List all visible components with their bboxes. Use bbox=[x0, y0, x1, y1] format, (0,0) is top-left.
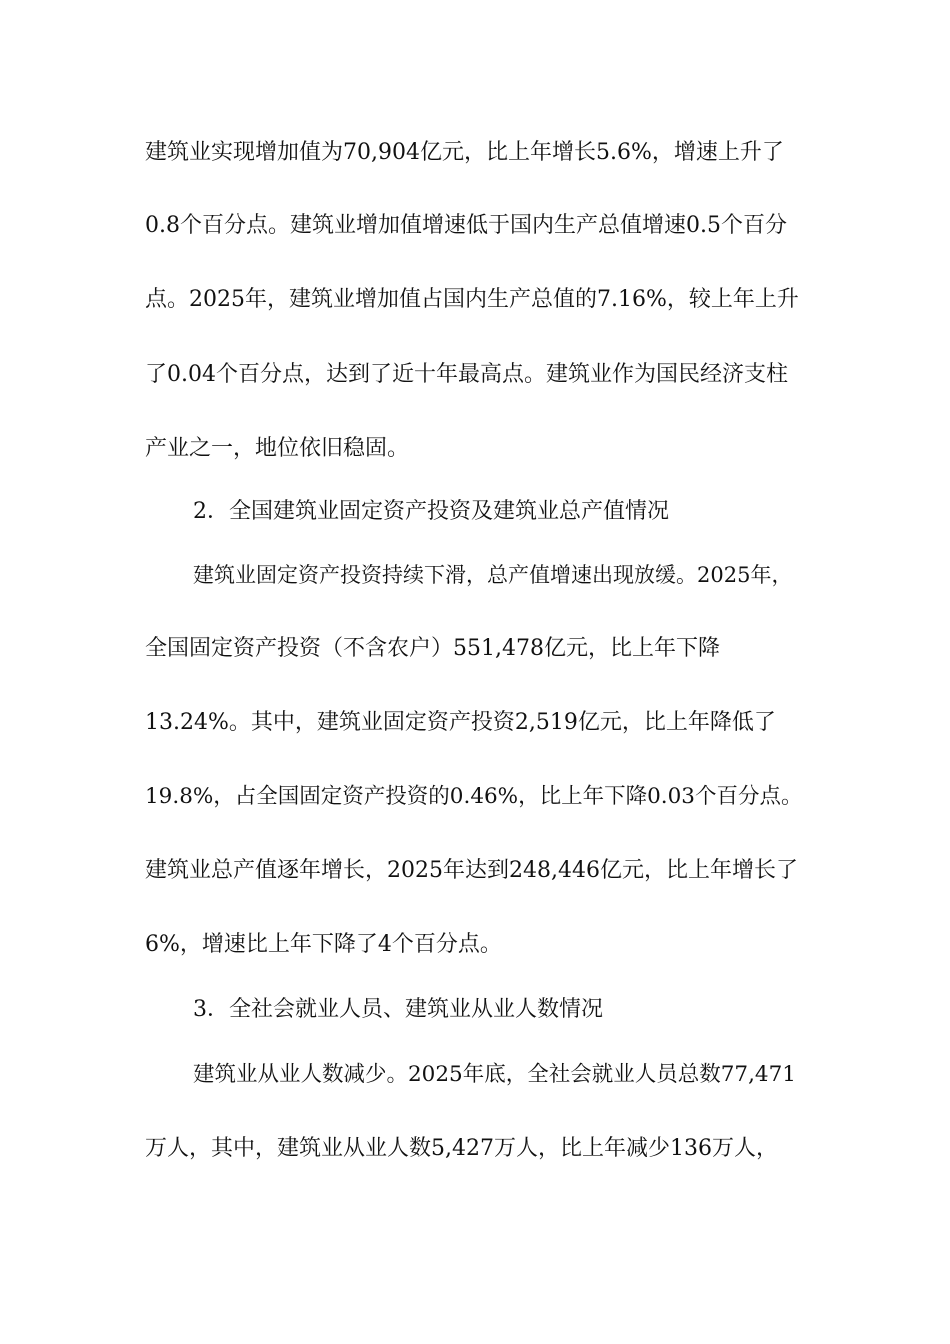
paragraph-line: 了0.04个百分点，达到了近十年最高点。建筑业作为国民经济支柱 bbox=[145, 362, 788, 387]
paragraph-line: 建筑业实现增加值为70,904亿元，比上年增长5.6%，增速上升了 bbox=[145, 140, 784, 165]
paragraph-line: 全国固定资产投资（不含农户）551,478亿元，比上年下降 bbox=[145, 636, 720, 661]
paragraph-line: 建筑业固定资产投资持续下滑，总产值增速出现放缓。2025年， bbox=[193, 563, 793, 587]
section-heading: 2．全国建筑业固定资产投资及建筑业总产值情况 bbox=[193, 499, 669, 524]
paragraph-line: 13.24%。其中，建筑业固定资产投资2,519亿元，比上年降低了 bbox=[145, 710, 776, 735]
paragraph-line: 建筑业总产值逐年增长，2025年达到248,446亿元，比上年增长了 bbox=[145, 858, 798, 883]
paragraph-line: 万人，其中，建筑业从业人数5,427万人，比上年减少136万人， bbox=[145, 1136, 778, 1161]
paragraph-line: 6%，增速比上年下降了4个百分点。 bbox=[145, 932, 502, 957]
paragraph-line: 建筑业从业人数减少。2025年底，全社会就业人员总数77,471 bbox=[193, 1062, 796, 1087]
paragraph-line: 19.8%，占全国固定资产投资的0.46%，比上年下降0.03个百分点。 bbox=[145, 784, 803, 809]
section-heading: 3．全社会就业人员、建筑业从业人数情况 bbox=[193, 997, 603, 1022]
paragraph-line: 产业之一，地位依旧稳固。 bbox=[145, 436, 410, 461]
paragraph-line: 0.8个百分点。建筑业增加值增速低于国内生产总值增速0.5个百分 bbox=[145, 213, 787, 238]
paragraph-line: 点。2025年，建筑业增加值占国内生产总值的7.16%，较上年上升 bbox=[145, 287, 799, 312]
